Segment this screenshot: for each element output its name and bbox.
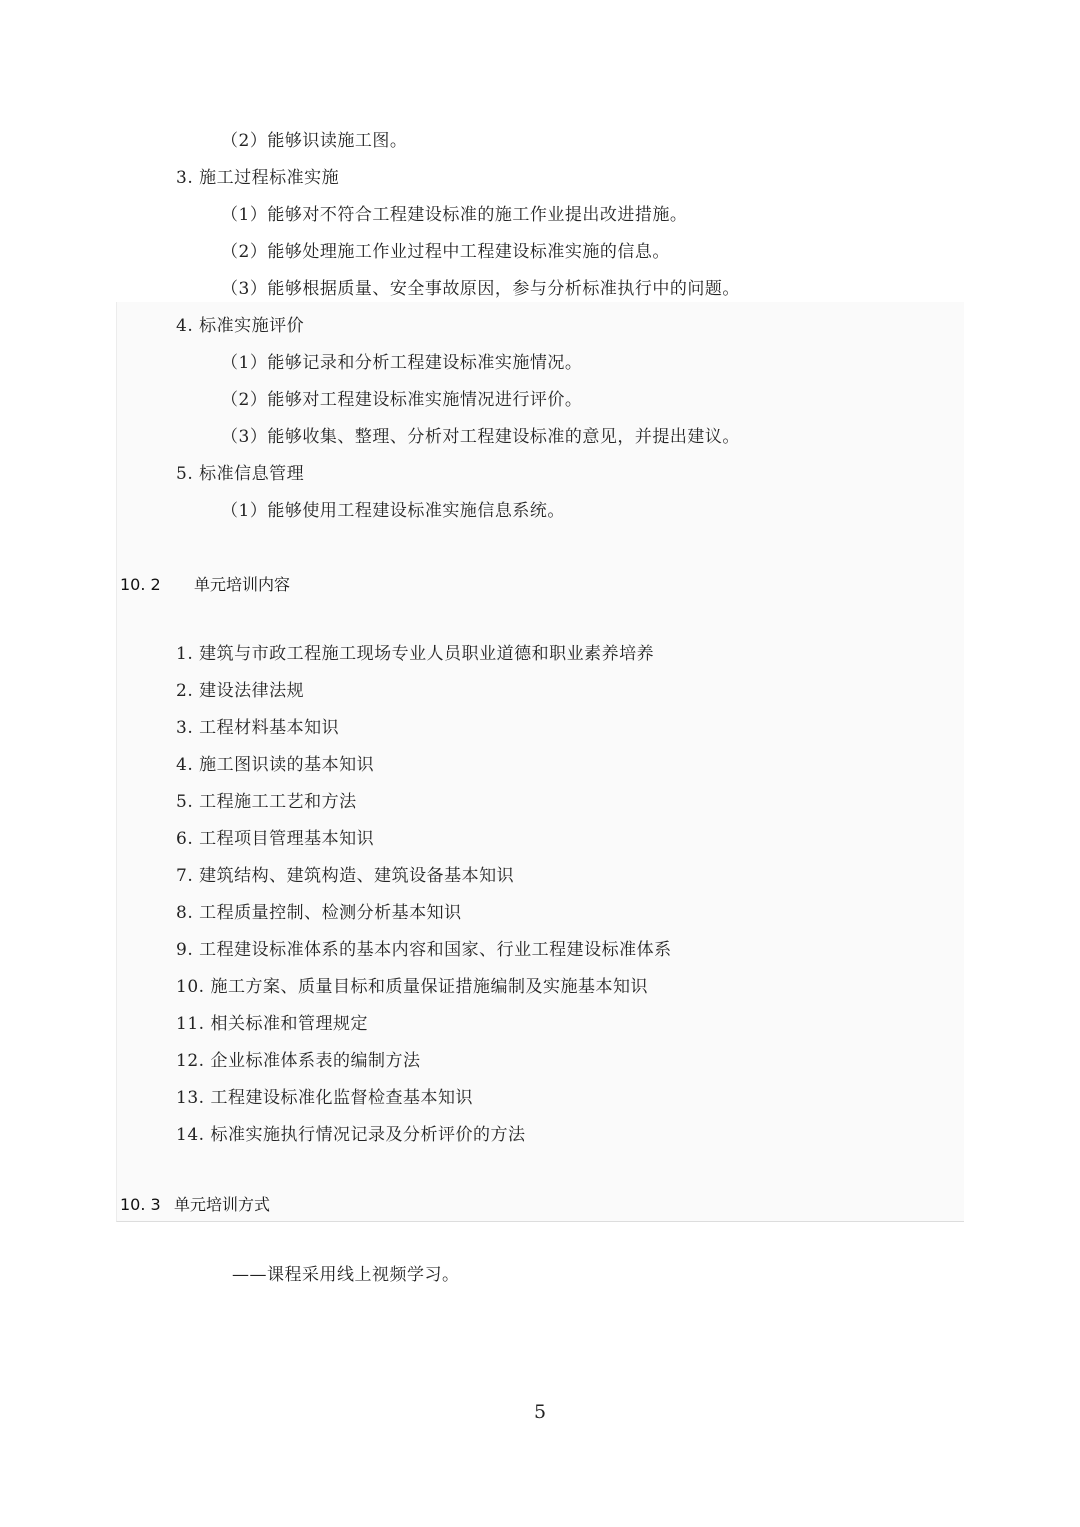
heading-number: 10. 3 — [120, 1195, 161, 1214]
list-item: （1）能够使用工程建设标准实施信息系统。 — [221, 501, 565, 521]
heading-title: 单元培训内容 — [194, 575, 291, 594]
list-item: （1）能够记录和分析工程建设标准实施情况。 — [221, 353, 583, 373]
section-3-title: 3. 施工过程标准实施 — [176, 168, 340, 188]
training-item-13: 13. 工程建设标准化监督检查基本知识 — [176, 1088, 473, 1108]
training-item-14: 14. 标准实施执行情况记录及分析评价的方法 — [176, 1125, 526, 1145]
heading-number: 10. 2 — [120, 575, 161, 594]
section-4-title: 4. 标准实施评价 — [176, 316, 305, 336]
heading-title: 单元培训方式 — [174, 1195, 271, 1214]
training-item-12: 12. 企业标准体系表的编制方法 — [176, 1051, 421, 1071]
training-item-11: 11. 相关标准和管理规定 — [176, 1014, 368, 1034]
list-item: （1）能够对不符合工程建设标准的施工作业提出改进措施。 — [221, 205, 688, 225]
list-item: （2）能够对工程建设标准实施情况进行评价。 — [221, 390, 583, 410]
training-item-5: 5. 工程施工工艺和方法 — [176, 792, 357, 812]
section-heading-10-2 — [120, 574, 291, 596]
training-item-3: 3. 工程材料基本知识 — [176, 718, 340, 738]
training-method-text: ——课程采用线上视频学习。 — [232, 1265, 460, 1285]
list-item: （2）能够识读施工图。 — [221, 131, 408, 151]
training-item-1: 1. 建筑与市政工程施工现场专业人员职业道德和职业素养培养 — [176, 644, 655, 664]
training-item-7: 7. 建筑结构、建筑构造、建筑设备基本知识 — [176, 866, 515, 886]
list-item: （2）能够处理施工作业过程中工程建设标准实施的信息。 — [221, 242, 670, 262]
list-item: （3）能够收集、整理、分析对工程建设标准的意见，并提出建议。 — [221, 427, 740, 447]
training-item-2: 2. 建设法律法规 — [176, 681, 305, 701]
training-item-6: 6. 工程项目管理基本知识 — [176, 829, 375, 849]
training-item-4: 4. 施工图识读的基本知识 — [176, 755, 375, 775]
section-5-title: 5. 标准信息管理 — [176, 464, 305, 484]
training-item-8: 8. 工程质量控制、检测分析基本知识 — [176, 903, 462, 923]
section-heading-10-3 — [120, 1194, 271, 1216]
page-number: 5 — [533, 1401, 547, 1423]
list-item: （3）能够根据质量、安全事故原因，参与分析标准执行中的问题。 — [221, 279, 740, 299]
training-item-10: 10. 施工方案、质量目标和质量保证措施编制及实施基本知识 — [176, 977, 648, 997]
training-item-9: 9. 工程建设标准体系的基本内容和国家、行业工程建设标准体系 — [176, 940, 672, 960]
